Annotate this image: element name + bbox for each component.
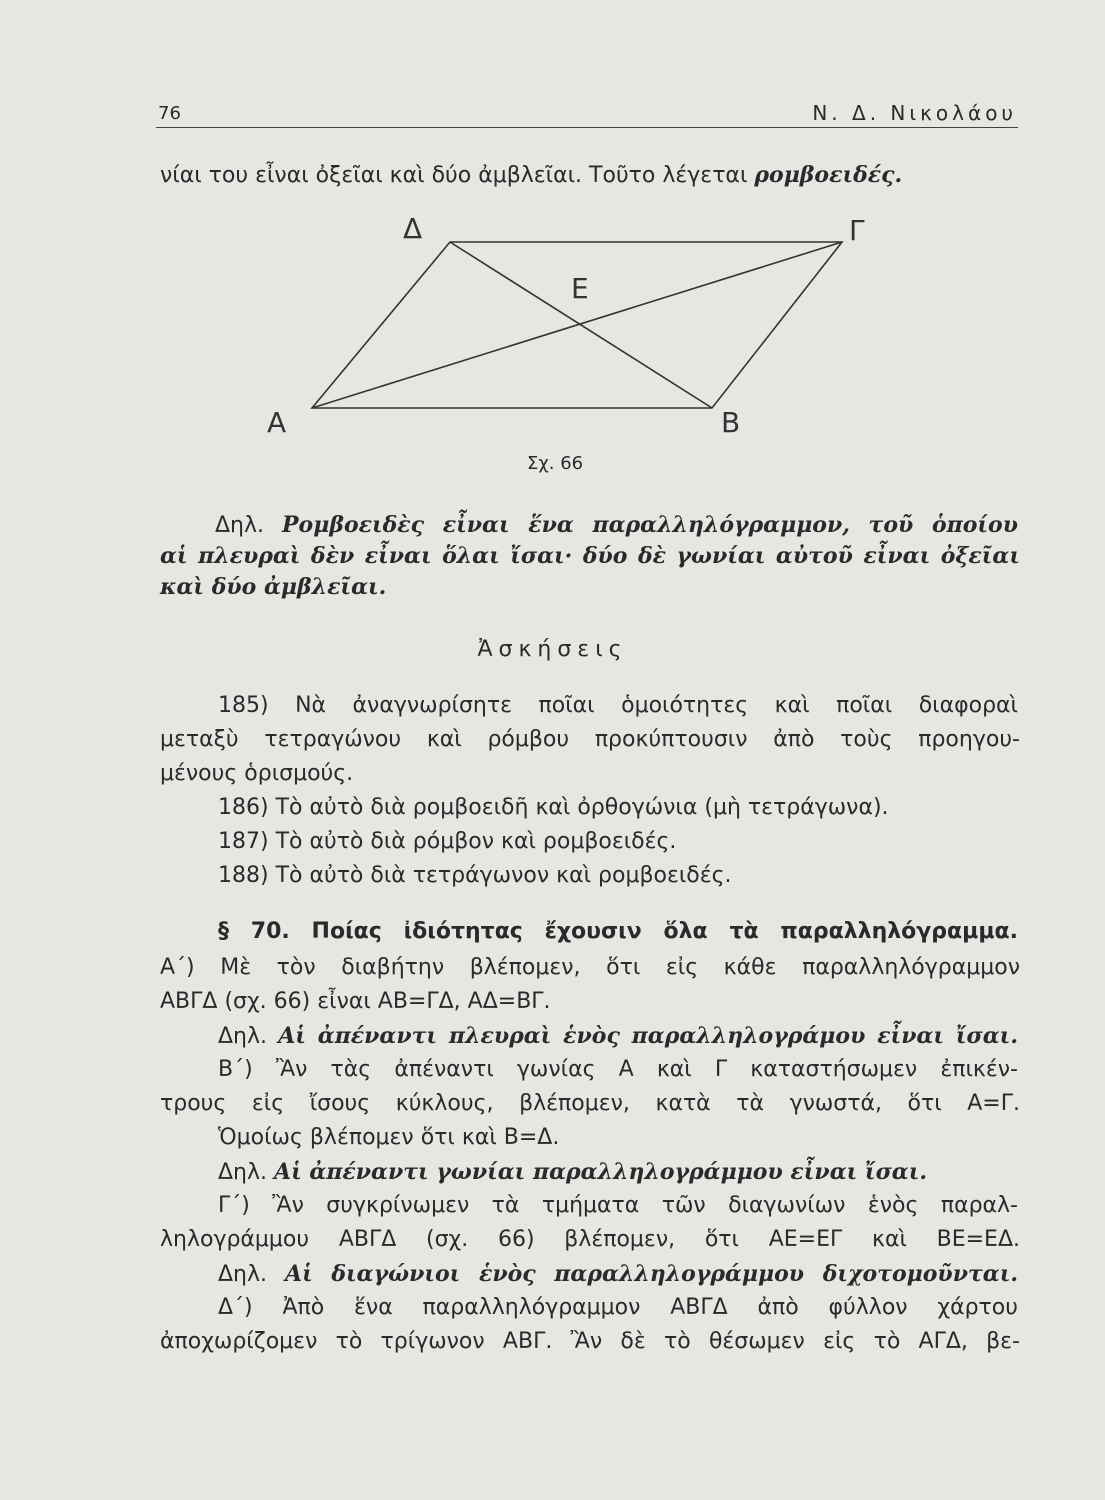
- diagonal-BD: [450, 242, 712, 408]
- exercises-heading: Ἀσκήσεις: [477, 637, 628, 662]
- intersection-label-E: Ε: [571, 272, 589, 305]
- property-d-line-1: Δ΄) Ἀπὸ ἕνα παραλληλόγραμμον ΑΒΓΔ ἀπὸ φύλλον χάρτου: [218, 1295, 1018, 1320]
- exercise-185-line-2: μεταξὺ τετραγώνου καὶ ρόμβου προκύπτουσιν ἀπὸ τοὺς προηγου-: [160, 727, 1020, 752]
- intro-term: ρομβοειδές.: [754, 162, 903, 188]
- figure-caption: Σχ. 66: [527, 453, 584, 474]
- parallelogram-diagram: [255, 200, 915, 490]
- definition-line-1: [215, 510, 1018, 541]
- vertex-label-A: Α: [267, 406, 287, 439]
- exercise-185-line-3: μένους ὁρισμούς.: [160, 761, 354, 786]
- property-d-line-2: ἀποχωρίζομεν τὸ τρίγωνον ΑΒΓ. Ἂν δὲ τὸ θέσωμεν εἰς τὸ ΑΓΔ, βε-: [160, 1329, 1020, 1354]
- running-header-author: Ν. Δ. Νικολάου: [812, 101, 1017, 125]
- property-b-line-3: Ὁμοίως βλέπομεν ὅτι καὶ Β=Δ.: [218, 1125, 560, 1150]
- deduction-1: [218, 1021, 1018, 1052]
- deduction-2-prefix: Δηλ.: [218, 1160, 268, 1185]
- property-a-line-1: Α΄) Μὲ τὸν διαβήτην βλέπομεν, ὅτι εἰς κάθε παραλληλόγραμμον: [160, 955, 1020, 980]
- header-rule: [156, 127, 1018, 128]
- deduction-2-text: Αἱ ἀπέναντι γωνίαι παραλληλογράμμου εἶναι ἴσαι.: [274, 1159, 928, 1185]
- deduction-3-prefix: Δηλ.: [218, 1262, 268, 1287]
- deduction-1-text: Αἱ ἀπέναντι πλευραὶ ἑνὸς παραλληλογράμου εἶναι ἴσαι.: [278, 1023, 1018, 1049]
- exercise-186: 186) Τὸ αὐτὸ διὰ ρομβοειδῆ καὶ ὀρθογώνια (μὴ τετράγωνα).: [218, 795, 889, 820]
- deduction-3-text: Αἱ διαγώνιοι ἑνὸς παραλληλογράμμου διχοτομοῦνται.: [285, 1261, 1018, 1287]
- definition-text-1: Ρομβοειδὲς εἶναι ἕνα παραλληλόγραμμον, τοῦ ὁποίου: [282, 512, 1018, 538]
- property-b-line-2: τρους εἰς ἴσους κύκλους, βλέπομεν, κατὰ τὰ γνωστά, ὅτι Α=Γ.: [160, 1091, 1020, 1116]
- deduction-2: [218, 1157, 1078, 1188]
- property-c-line-1: Γ΄) Ἂν συγκρίνωμεν τὰ τμήματα τῶν διαγωνίων ἑνὸς παραλ-: [218, 1193, 1018, 1218]
- page-number: 76: [158, 103, 181, 124]
- definition-line-2: αἱ πλευραὶ δὲν εἶναι ὅλαι ἴσαι· δύο δὲ γωνίαι αὐτοῦ εἶναι ὀξεῖαι: [160, 543, 1020, 569]
- exercise-185-line-1: 185) Νὰ ἀναγνωρίσητε ποῖαι ὁμοιότητες καὶ ποῖαι διαφοραὶ: [218, 693, 1018, 718]
- property-c-line-2: ληλογράμμου ΑΒΓΔ (σχ. 66) βλέπομεν, ὅτι ΑΕ=ΕΓ καὶ ΒΕ=ΕΔ.: [160, 1227, 1020, 1252]
- vertex-label-D: Δ: [403, 212, 423, 245]
- deduction-3: [218, 1259, 1018, 1290]
- intro-text: νίαι του εἶναι ὀξεῖαι καὶ δύο ἀμβλεῖαι. Τοῦτο λέγεται: [160, 163, 755, 188]
- section-70-title: § 70. Ποίας ἰδιότητας ἔχουσιν ὅλα τὰ παραλληλόγραμμα.: [218, 919, 1018, 944]
- definition-line-3: καὶ δύο ἀμβλεῖαι.: [160, 574, 387, 600]
- figure-66: [255, 200, 915, 490]
- deduction-1-prefix: Δηλ.: [218, 1024, 268, 1049]
- property-a-line-2: ΑΒΓΔ (σχ. 66) εἶναι ΑΒ=ΓΔ, ΑΔ=ΒΓ.: [160, 989, 551, 1014]
- vertex-label-B: Β: [721, 406, 741, 439]
- property-b-line-1: Β΄) Ἂν τὰς ἀπέναντι γωνίας Α καὶ Γ καταστήσωμεν ἐπικέν-: [218, 1057, 1018, 1082]
- vertex-label-G: Γ: [849, 214, 865, 247]
- exercise-188: 188) Τὸ αὐτὸ διὰ τετράγωνον καὶ ρομβοειδές.: [218, 863, 732, 888]
- diagonal-AG: [312, 242, 842, 408]
- definition-prefix: Δηλ.: [215, 513, 265, 538]
- intro-line: [160, 160, 1020, 191]
- exercise-187: 187) Τὸ αὐτὸ διὰ ρόμβον καὶ ρομβοειδές.: [218, 829, 677, 854]
